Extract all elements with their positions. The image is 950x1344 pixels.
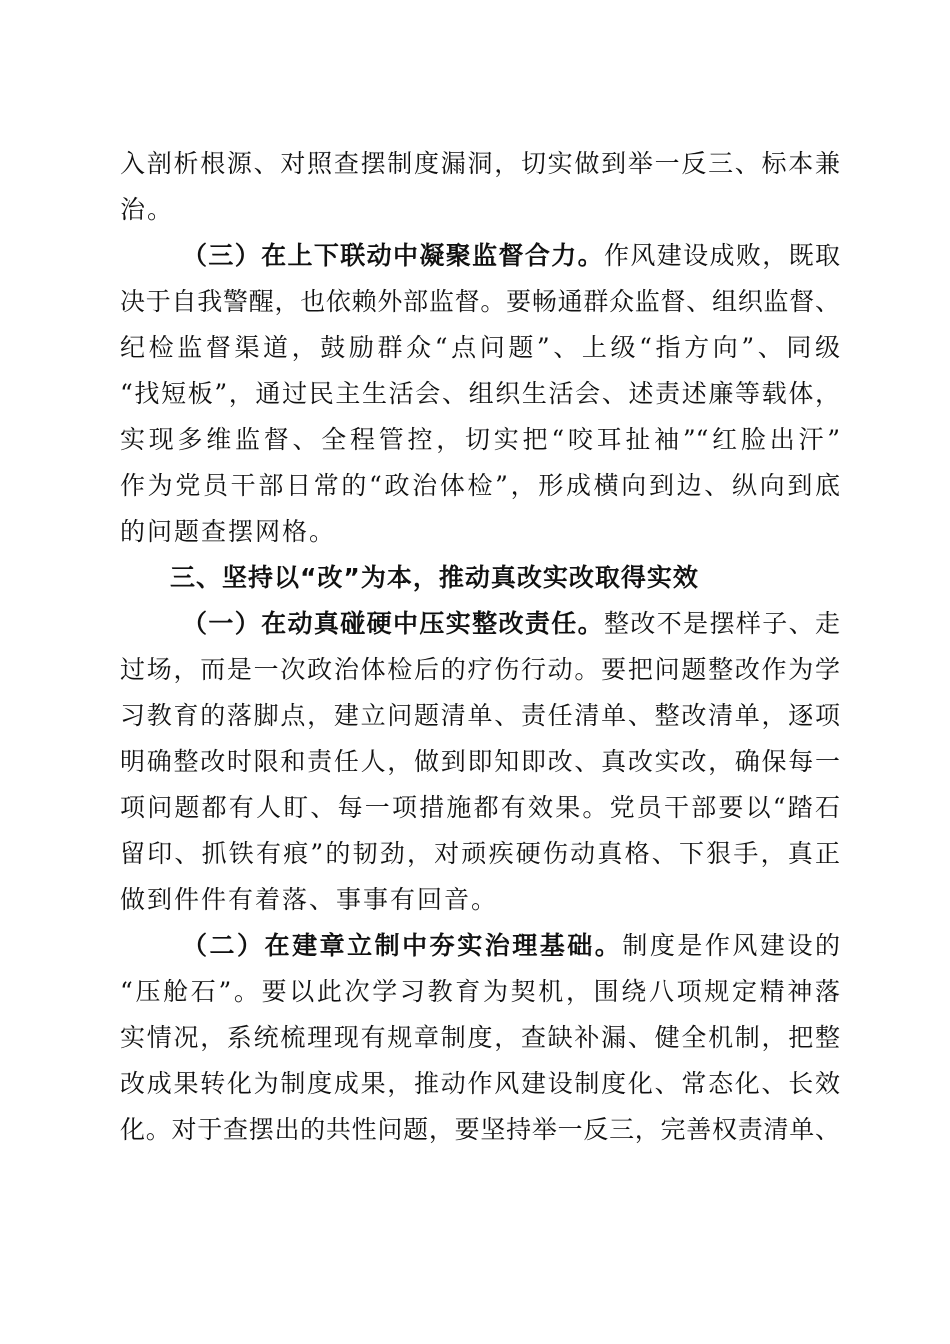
paragraph-line: 实现多维监督、全程管控，切实把“咬耳扯袖”“红脸出汗”: [120, 425, 840, 454]
paragraph-line: 治。: [120, 195, 175, 224]
paragraph-line: 过场，而是一次政治体检后的疗伤行动。要把问题整改作为学: [120, 655, 840, 684]
paragraph-line: 作为党员干部日常的“政治体检”，形成横向到边、纵向到底: [120, 471, 840, 500]
paragraph-first-line: [120, 923, 840, 969]
paragraph-first-line: [120, 233, 840, 279]
paragraph-lead: （二）在建章立制中夯实治理基础。: [182, 931, 623, 960]
paragraph-text: 作风建设成败，既取: [603, 241, 840, 270]
paragraph-text: 整改不是摆样子、走: [603, 609, 840, 638]
paragraph-line: 实情况，系统梳理现有规章制度，查缺补漏、健全机制，把整: [120, 1023, 840, 1052]
paragraph-line: 化。对于查摆出的共性问题，要坚持举一反三，完善权责清单、: [120, 1115, 840, 1144]
paragraph-lead: （三）在上下联动中凝聚监督合力。: [182, 241, 604, 270]
paragraph-lead: （一）在动真碰硬中压实整改责任。: [182, 609, 604, 638]
paragraph-line: 项问题都有人盯、每一项措施都有效果。党员干部要以“踏石: [120, 793, 840, 822]
paragraph-line: 改成果转化为制度成果，推动作风建设制度化、常态化、长效: [120, 1069, 840, 1098]
paragraph-line: “压舱石”。要以此次学习教育为契机，围绕八项规定精神落: [120, 977, 840, 1006]
paragraph-line: 明确整改时限和责任人，做到即知即改、真改实改，确保每一: [120, 747, 840, 776]
paragraph-line: 的问题查摆网格。: [120, 517, 337, 546]
paragraph-line: 纪检监督渠道，鼓励群众“点问题”、上级“指方向”、同级: [120, 333, 840, 362]
paragraph-line: 入剖析根源、对照查摆制度漏洞，切实做到举一反三、标本兼: [120, 149, 840, 178]
section-heading: 三、坚持以“改”为本，推动真改实改取得实效: [170, 563, 699, 592]
paragraph-text: 制度是作风建设的: [622, 931, 840, 960]
paragraph-line: 做到件件有着落、事事有回音。: [120, 885, 499, 914]
paragraph-line: 习教育的落脚点，建立问题清单、责任清单、整改清单，逐项: [120, 701, 840, 730]
paragraph-line: 留印、抓铁有痕”的韧劲，对顽疾硬伤动真格、下狠手，真正: [120, 839, 840, 868]
paragraph-line: 决于自我警醒，也依赖外部监督。要畅通群众监督、组织监督、: [120, 287, 840, 316]
document-body: [120, 141, 840, 1153]
paragraph-first-line: [120, 601, 840, 647]
paragraph-line: “找短板”，通过民主生活会、组织生活会、述责述廉等载体，: [120, 379, 840, 408]
